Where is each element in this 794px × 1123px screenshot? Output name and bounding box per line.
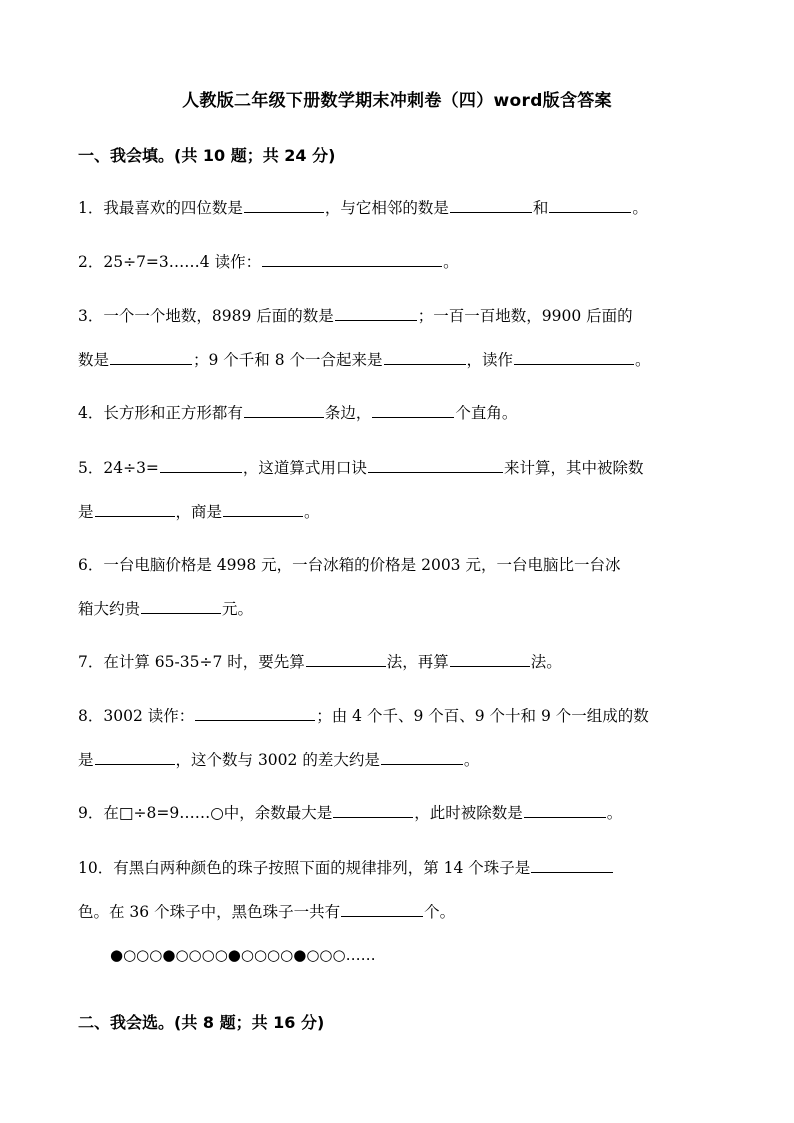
q3-blank-2[interactable]	[110, 348, 192, 365]
q7-blank-1[interactable]	[306, 650, 386, 667]
q3-text-6: 。	[635, 351, 651, 369]
q5-text-6: 。	[304, 503, 320, 521]
q3-text-5: ，读作	[466, 351, 514, 369]
q4-blank-1[interactable]	[244, 401, 324, 418]
question-4	[78, 391, 718, 435]
q5-blank-2[interactable]	[368, 456, 503, 473]
q9-text-3: 。	[606, 804, 623, 822]
q3-blank-1[interactable]	[335, 304, 417, 321]
q1-text-2: ，与它相邻的数是	[324, 199, 449, 217]
q3-text-3: 数是	[78, 351, 110, 369]
q7-text-3: 法。	[530, 653, 562, 671]
q5-text: 5．24÷3=	[78, 459, 159, 477]
question-3	[78, 294, 718, 382]
q3-text-4: ；9 个千和 8 个一合起来是	[193, 351, 383, 369]
q10-text: 10．有黑白两种颜色的珠子按照下面的规律排列，第 14 个珠子是	[78, 859, 531, 877]
q1-blank-2[interactable]	[450, 196, 532, 213]
q3-text-2: ；一百一百地数，9900 后面的	[417, 307, 633, 325]
question-6	[78, 543, 718, 631]
q5-text-2: ，这道算式用口诀	[242, 459, 367, 477]
q8-blank-3[interactable]	[381, 748, 463, 765]
q5-text-3: 来计算，其中被除数	[503, 459, 644, 477]
q5-blank-3[interactable]	[95, 500, 175, 517]
q10-blank-1[interactable]	[531, 856, 613, 873]
q7-blank-2[interactable]	[450, 650, 530, 667]
section-heading-fill: 一、我会填。(共 10 题；共 24 分)	[78, 146, 336, 165]
q1-blank-1[interactable]	[244, 196, 324, 213]
question-5	[78, 446, 718, 534]
q5-blank-1[interactable]	[160, 456, 242, 473]
question-10	[78, 846, 718, 934]
q6-blank-1[interactable]	[141, 597, 221, 614]
question-9	[78, 791, 718, 835]
q1-blank-3[interactable]	[549, 196, 631, 213]
q5-blank-4[interactable]	[223, 500, 303, 517]
question-1	[78, 186, 718, 230]
q4-text: 4．长方形和正方形都有	[78, 404, 243, 422]
q9-text-2: ，此时被除数是	[414, 804, 523, 822]
q8-text: 8．3002 读作：	[78, 707, 195, 725]
q9-blank-1[interactable]	[333, 801, 413, 818]
q9-blank-2[interactable]	[524, 801, 606, 818]
q10-text-3: 个。	[424, 903, 456, 921]
q6-text: 6．一台电脑价格是 4998 元，一台冰箱的价格是 2003 元，一台电脑比一台冰	[78, 556, 621, 574]
q1-text-3: 和	[532, 199, 549, 217]
q9-text: 9．在□÷8=9……○中，余数最大是	[78, 804, 333, 822]
q3-blank-4[interactable]	[514, 348, 634, 365]
q1-text-4: 。	[632, 199, 648, 217]
q6-text-3: 元。	[222, 600, 254, 618]
q1-text: 1．我最喜欢的四位数是	[78, 199, 243, 217]
q6-text-2: 箱大约贵	[78, 600, 141, 618]
question-7	[78, 640, 718, 684]
q5-text-4: 是	[78, 503, 94, 521]
section-heading-choose: 二、我会选。(共 8 题；共 16 分)	[78, 1013, 325, 1032]
q2-text-2: 。	[443, 253, 459, 271]
q10-text-2: 色。在 36 个珠子中，黑色珠子一共有	[78, 903, 341, 921]
q8-text-5: 。	[463, 751, 480, 769]
q4-blank-2[interactable]	[372, 401, 454, 418]
q8-text-4: ，这个数与 3002 的差大约是	[175, 751, 380, 769]
q4-text-2: 条边，	[324, 404, 372, 422]
question-2	[78, 240, 718, 284]
q8-blank-1[interactable]	[195, 704, 315, 721]
q4-text-3: 个直角。	[455, 404, 518, 422]
bead-pattern: ●○○○●○○○○●○○○○●○○○……	[110, 946, 376, 964]
q8-text-3: 是	[78, 751, 94, 769]
q8-blank-2[interactable]	[95, 748, 175, 765]
q2-text: 2．25÷7=3……4 读作：	[78, 253, 262, 271]
q5-text-5: ，商是	[175, 503, 223, 521]
q8-text-2: ；由 4 个千、9 个百、9 个十和 9 个一组成的数	[316, 707, 649, 725]
q3-blank-3[interactable]	[384, 348, 466, 365]
q10-blank-2[interactable]	[341, 900, 423, 917]
q2-blank-1[interactable]	[262, 250, 442, 267]
q7-text-2: 法，再算	[386, 653, 449, 671]
question-8	[78, 694, 718, 782]
q7-text: 7．在计算 65-35÷7 时，要先算	[78, 653, 305, 671]
q3-text: 3．一个一个地数，8989 后面的数是	[78, 307, 334, 325]
page-title: 人教版二年级下册数学期末冲刺卷（四）word版含答案	[182, 91, 612, 111]
